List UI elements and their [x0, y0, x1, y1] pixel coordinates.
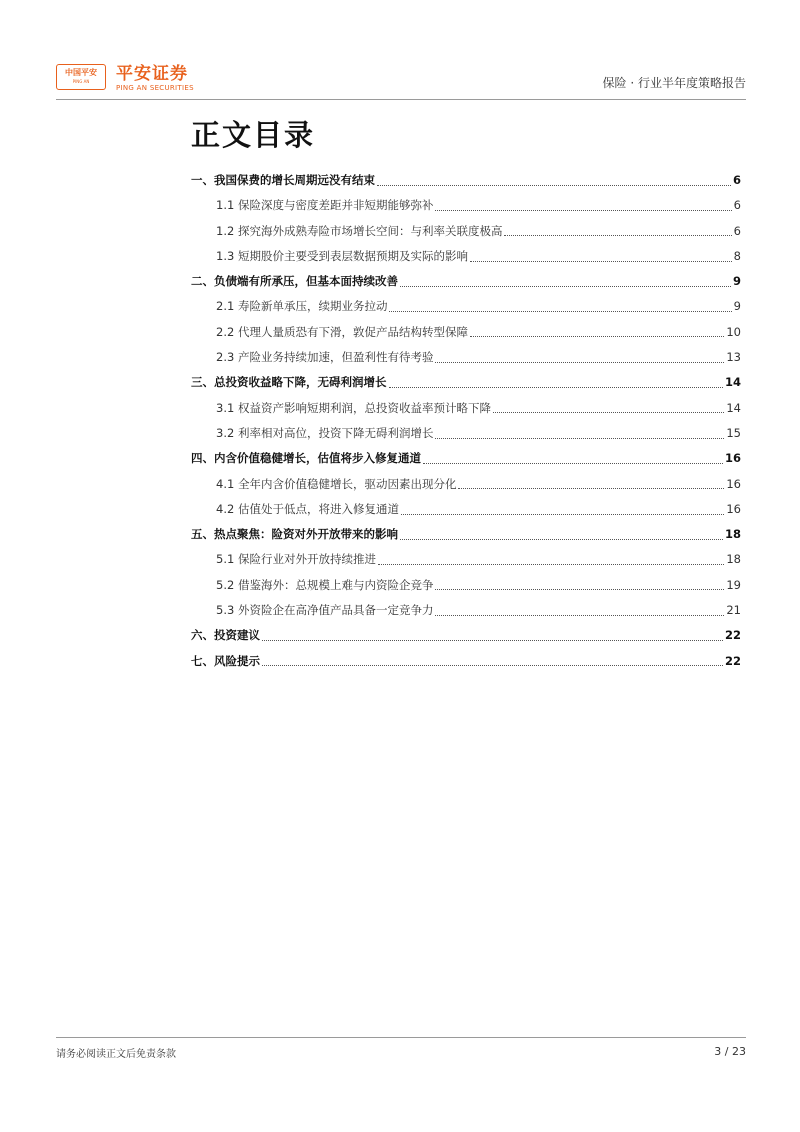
brand-name-en: PING AN SECURITIES — [116, 84, 194, 92]
toc-entry-text: 5.3 外资险企在高净值产品具备一定竞争力 — [216, 603, 434, 618]
toc-leader-dots — [504, 234, 731, 236]
toc-entry-text: 一、我国保费的增长周期远没有结束 — [191, 173, 375, 187]
report-type: 保险 · 行业半年度策略报告 — [602, 76, 746, 90]
toc-leader-dots — [262, 639, 723, 641]
toc-entry-text: 4.2 估值处于低点，将进入修复通道 — [216, 501, 399, 516]
toc-entry-page: 22 — [724, 628, 741, 643]
toc-entry[interactable] — [191, 446, 741, 471]
toc-entry[interactable] — [191, 244, 741, 269]
toc-entry[interactable] — [191, 396, 741, 421]
toc-entry[interactable] — [191, 623, 741, 648]
toc-entry-page: 14 — [726, 400, 741, 415]
toc-entry-text: 5.1 保险行业对外开放持续推进 — [216, 552, 376, 567]
footer-divider — [56, 1037, 746, 1038]
toc-leader-dots — [389, 310, 731, 312]
logo-badge-line2: PING AN — [72, 79, 90, 84]
toc-entry-page: 16 — [726, 501, 741, 516]
toc-entry-text: 二、负债端有所承压，但基本面持续改善 — [191, 274, 398, 289]
toc-entry-page: 21 — [726, 603, 741, 618]
toc-entry-text: 六、投资建议 — [191, 628, 260, 643]
toc-entry-text: 1.1 保险深度与密度差距并非短期能够弥补 — [216, 198, 434, 213]
brand-logo — [116, 64, 194, 92]
toc-entry[interactable] — [191, 168, 741, 193]
toc-entry[interactable] — [191, 193, 741, 218]
toc-entry[interactable] — [191, 345, 741, 370]
toc-entry-page: 9 — [732, 274, 741, 289]
toc-entry-page: 6 — [733, 223, 741, 238]
toc-leader-dots — [435, 588, 724, 590]
toc-entry-text: 2.1 寿险新单承压，续期业务拉动 — [216, 299, 388, 314]
toc-entry[interactable] — [191, 421, 741, 446]
toc-entry-page: 16 — [726, 476, 741, 491]
toc-entry-page: 16 — [724, 451, 741, 466]
toc-leader-dots — [378, 563, 724, 565]
toc-entry-page: 10 — [726, 324, 741, 339]
toc-entry-page: 22 — [724, 653, 741, 668]
toc-entry-page: 6 — [732, 173, 741, 187]
toc-entry[interactable] — [191, 320, 741, 345]
toc-entry-text: 5.2 借鉴海外：总规模上难与内资险企竞争 — [216, 577, 434, 592]
toc-entry-page: 13 — [726, 350, 741, 365]
toc-leader-dots — [435, 437, 724, 439]
page-title: 正文目录 — [191, 118, 316, 152]
toc-leader-dots — [458, 487, 724, 489]
toc-entry-text: 1.3 短期股价主要受到表层数据预期及实际的影响 — [216, 248, 468, 263]
toc-entry[interactable] — [191, 472, 741, 497]
toc-entry[interactable] — [191, 269, 741, 294]
header-divider — [56, 99, 746, 100]
toc-entry[interactable] — [191, 370, 741, 395]
ping-an-logo-badge — [56, 64, 106, 90]
toc-leader-dots — [435, 361, 724, 363]
toc-entry-text: 2.3 产险业务持续加速，但盈利性有待考验 — [216, 350, 434, 365]
toc-leader-dots — [435, 614, 724, 616]
footer-page-number: 3 / 23 — [714, 1045, 746, 1058]
toc-entry[interactable] — [191, 294, 741, 319]
toc-leader-dots — [377, 184, 731, 186]
toc-leader-dots — [389, 386, 723, 388]
toc-entry-text: 2.2 代理人量质恐有下滑，敦促产品结构转型保障 — [216, 324, 468, 339]
toc-entry[interactable] — [191, 219, 741, 244]
brand-name-cn: 平安证券 — [116, 64, 188, 84]
toc-entry[interactable] — [191, 547, 741, 572]
toc-leader-dots — [423, 462, 723, 464]
toc-entry-text: 3.1 权益资产影响短期利润，总投资收益率预计略下降 — [216, 400, 491, 415]
toc-leader-dots — [435, 209, 731, 211]
page-header — [56, 62, 746, 100]
footer-disclaimer: 请务必阅读正文后免责条款 — [56, 1049, 176, 1060]
toc-entry-text: 四、内含价值稳健增长，估值将步入修复通道 — [191, 451, 421, 466]
toc-entry-page: 8 — [733, 248, 741, 263]
toc-leader-dots — [493, 411, 724, 413]
toc-entry[interactable] — [191, 598, 741, 623]
toc-entry-page: 9 — [733, 299, 741, 314]
toc-entry-page: 14 — [724, 375, 741, 390]
toc-leader-dots — [262, 664, 723, 666]
toc-entry-text: 五、热点聚焦：险资对外开放带来的影响 — [191, 527, 398, 542]
toc-leader-dots — [400, 538, 723, 540]
toc-entry-text: 3.2 利率相对高位，投资下降无碍利润增长 — [216, 425, 434, 440]
toc-leader-dots — [401, 513, 724, 515]
toc-entry-page: 6 — [733, 198, 741, 213]
toc-entry[interactable] — [191, 497, 741, 522]
logo-badge-line1: 中国平安 — [65, 68, 97, 77]
toc-leader-dots — [470, 335, 724, 337]
toc-entry-page: 18 — [724, 527, 741, 542]
toc-entry[interactable] — [191, 573, 741, 598]
toc-entry-text: 七、风险提示 — [191, 653, 260, 668]
toc-entry[interactable] — [191, 522, 741, 547]
toc-entry-page: 18 — [726, 552, 741, 567]
toc-entry-page: 19 — [726, 577, 741, 592]
toc-entry[interactable] — [191, 649, 741, 674]
toc-leader-dots — [400, 285, 731, 287]
toc-leader-dots — [470, 260, 732, 262]
toc-entry-text: 4.1 全年内含价值稳健增长，驱动因素出现分化 — [216, 476, 457, 491]
toc-entry-text: 1.2 探究海外成熟寿险市场增长空间：与利率关联度极高 — [216, 223, 503, 238]
table-of-contents — [191, 168, 741, 674]
toc-entry-page: 15 — [726, 425, 741, 440]
toc-entry-text: 三、总投资收益略下降，无碍利润增长 — [191, 375, 387, 390]
